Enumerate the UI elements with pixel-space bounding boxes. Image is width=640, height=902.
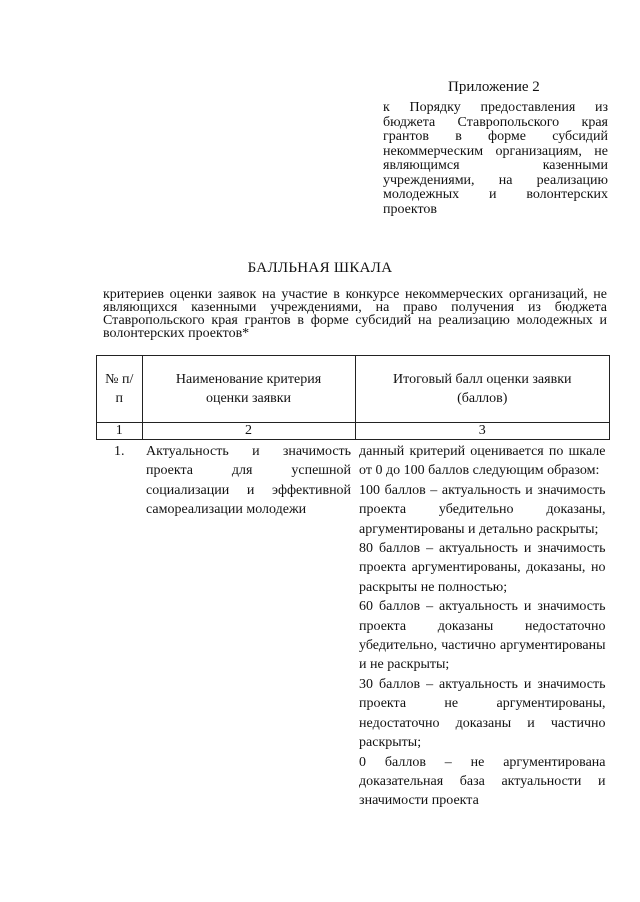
document-title: БАЛЛЬНАЯ ШКАЛА (247, 260, 393, 276)
table-header-row (97, 356, 610, 423)
appendix-title: Приложение 2 (448, 79, 540, 95)
row-number: 1. (114, 444, 125, 459)
column-number-2: 2 (142, 423, 355, 440)
column-number-row (97, 423, 610, 440)
score-paragraph: 0 баллов – не аргументирована доказательная база актуальности и значимости проекта (359, 754, 606, 809)
score-paragraph: 60 баллов – актуальность и значимость проекта доказаны недостаточно убедительно, частично аргументированы и не раскрыты; (359, 599, 606, 673)
appendix-text: к Порядку предоставления из бюджета Ставропольского края грантов в форме субсидий некоммерческим организациям, не являющимся казенными учреждениями, на реализацию молодежных и волонтерских проектов (383, 100, 608, 217)
header-score-label: Итоговый балл оценки заявки (баллов) (393, 372, 572, 406)
table-row (97, 440, 610, 811)
column-number-1: 1 (97, 423, 143, 440)
header-criterion-name-label: Наименование критерия оценки заявки (175, 372, 322, 406)
header-criterion-name (142, 356, 355, 423)
criteria-table (96, 355, 610, 811)
criterion-name: Актуальность и значимость проекта для успешной социализации и эффективной самореализации молодежи (146, 444, 352, 518)
header-number (97, 356, 143, 423)
document-subtitle: критериев оценки заявок на участие в конкурсе некоммерческих организаций, не являющихся казенными учреждениями, на право получения из бюджета Ставропольского края грантов в форме субсидий на реализацию молодежных и волонтерских проектов* (103, 287, 607, 341)
column-number-3: 3 (355, 423, 609, 440)
header-number-label: № п/п (105, 372, 134, 406)
score-paragraph: 100 баллов – актуальность и значимость проекта убедительно доказаны, аргументированы и детально раскрыты; (359, 482, 606, 537)
header-score (355, 356, 609, 423)
score-description (355, 440, 609, 811)
score-paragraph: данный критерий оценивается по шкале от 0 до 100 баллов следующим образом: (359, 444, 606, 479)
score-paragraph: 80 баллов – актуальность и значимость проекта аргументированы, доказаны, но раскрыты не полностью; (359, 541, 606, 595)
score-paragraph: 30 баллов – актуальность и значимость проекта не аргументированы, недостаточно доказаны и частично раскрыты; (359, 676, 606, 751)
